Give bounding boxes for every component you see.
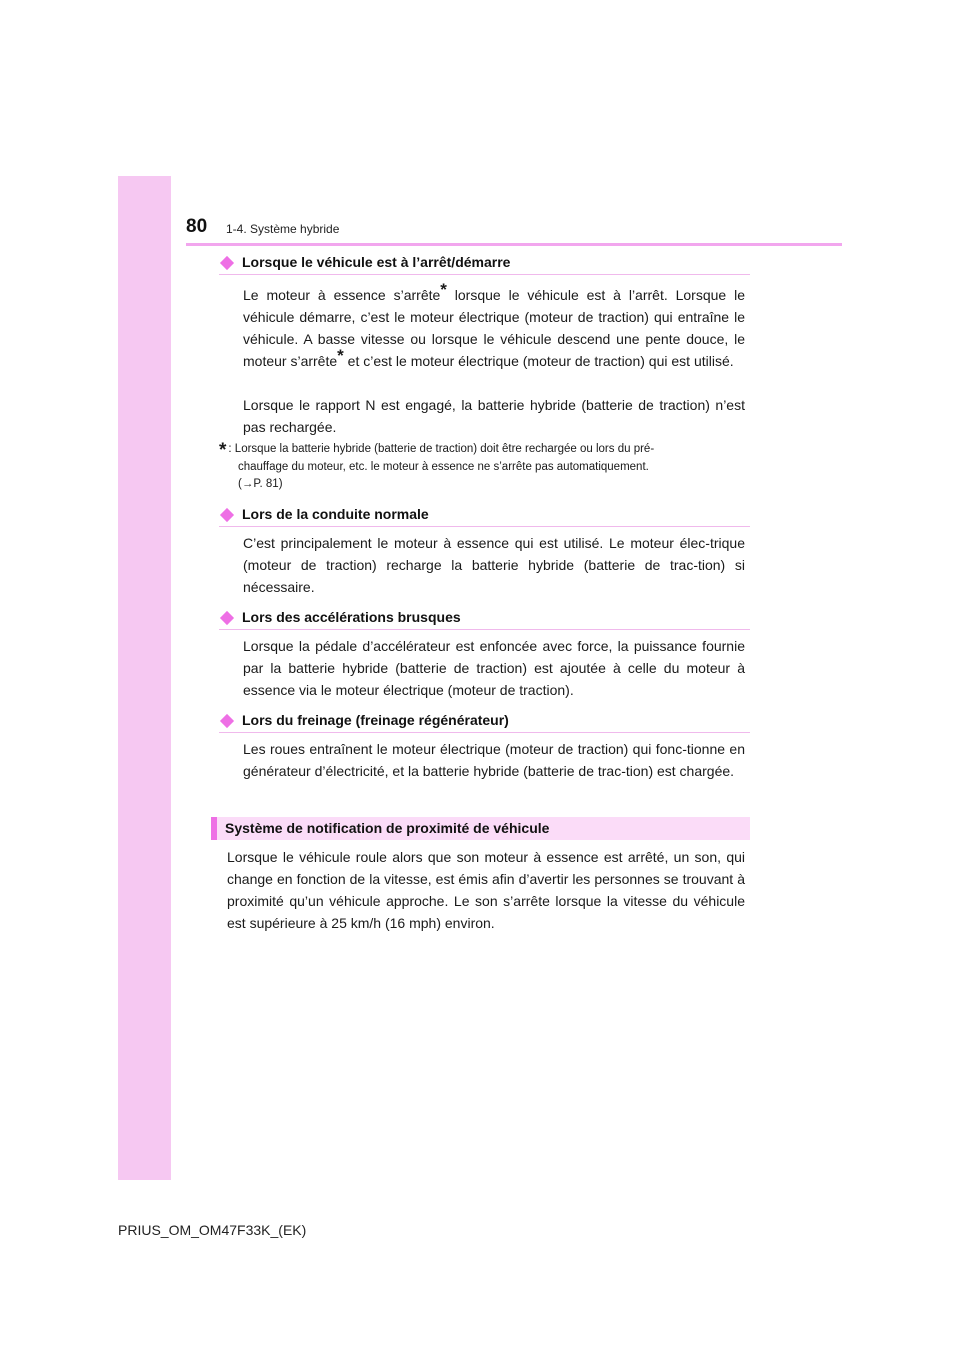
- section-banner: Système de notification de proximité de véhicule: [211, 817, 750, 840]
- document-code: PRIUS_OM_OM47F33K_(EK): [118, 1222, 307, 1238]
- heading-stop-start: [219, 252, 750, 275]
- paragraph: C’est principalement le moteur à essence qui est utilisé. Le moteur élec-trique (moteur de traction) recharge la batterie hybride (batterie de trac-tion) si nécessaire.: [243, 535, 745, 595]
- side-tab-strip: [118, 176, 171, 1180]
- paragraph: Lorsque la pédale d’accélérateur est enfoncée avec force, la puissance fournie par la batterie hybride (batterie de traction) est ajoutée à celle du moteur à essence via le moteur électrique (moteur de traction).: [243, 638, 745, 698]
- paragraph: Les roues entraînent le moteur électrique (moteur de traction) qui fonc-tionne en générateur d’électricité, et la batterie hybride (batterie de trac-tion) est chargée.: [243, 741, 745, 779]
- diamond-bullet-icon: [220, 256, 234, 270]
- header-rule: [186, 243, 842, 246]
- diamond-bullet-icon: [220, 714, 234, 728]
- heading-text: Lors de la conduite normale: [242, 506, 429, 522]
- heading-normal-driving: [219, 504, 750, 527]
- diamond-bullet-icon: [220, 611, 234, 625]
- section-title: 1-4. Système hybride: [226, 222, 340, 236]
- asterisk-mark: *: [337, 346, 344, 365]
- heading-regenerative-braking: [219, 710, 750, 733]
- heading-text: Lors du freinage (freinage régénérateur): [242, 712, 509, 728]
- page-number: 80: [186, 216, 208, 237]
- footnote: * : Lorsque la batterie hybride (batterie de traction) doit être rechargée ou lors du pré- chauffage du moteur, etc. le moteur à essence ne s’arrête pas automatiquement. (→P. 81): [219, 441, 749, 493]
- heading-text: Lorsque le véhicule est à l’arrêt/démarre: [242, 254, 511, 270]
- diamond-bullet-icon: [220, 508, 234, 522]
- footnote-asterisk: *: [219, 440, 227, 461]
- paragraph: Le moteur à essence s’arrête* lorsque le véhicule est à l’arrêt. Lorsque le véhicule démarre, c’est le moteur électrique (moteur de traction) qui entraîne le véhicule. A basse vitesse ou lorsque le véhicule descend une pente douce, le moteur s’arrête* et c’est le moteur électrique (moteur de traction) qui est utilisé.: [243, 280, 745, 369]
- heading-text: Lors des accélérations brusques: [242, 609, 461, 625]
- paragraph: Lorsque le véhicule roule alors que son moteur à essence est arrêté, un son, qui change en fonction de la vitesse, est émis afin d’avertir les personnes se trouvant à proximité qu’un véhicule approche. Le son s’arrête lorsque la vitesse du véhicule est supérieure à 25 km/h (16 mph) environ.: [227, 849, 745, 931]
- asterisk-mark: *: [440, 280, 447, 299]
- page-reference: (→P. 81): [238, 478, 283, 490]
- paragraph: Lorsque le rapport N est engagé, la batterie hybride (batterie de traction) n’est pas rechargée.: [243, 397, 745, 435]
- heading-hard-acceleration: [219, 607, 750, 630]
